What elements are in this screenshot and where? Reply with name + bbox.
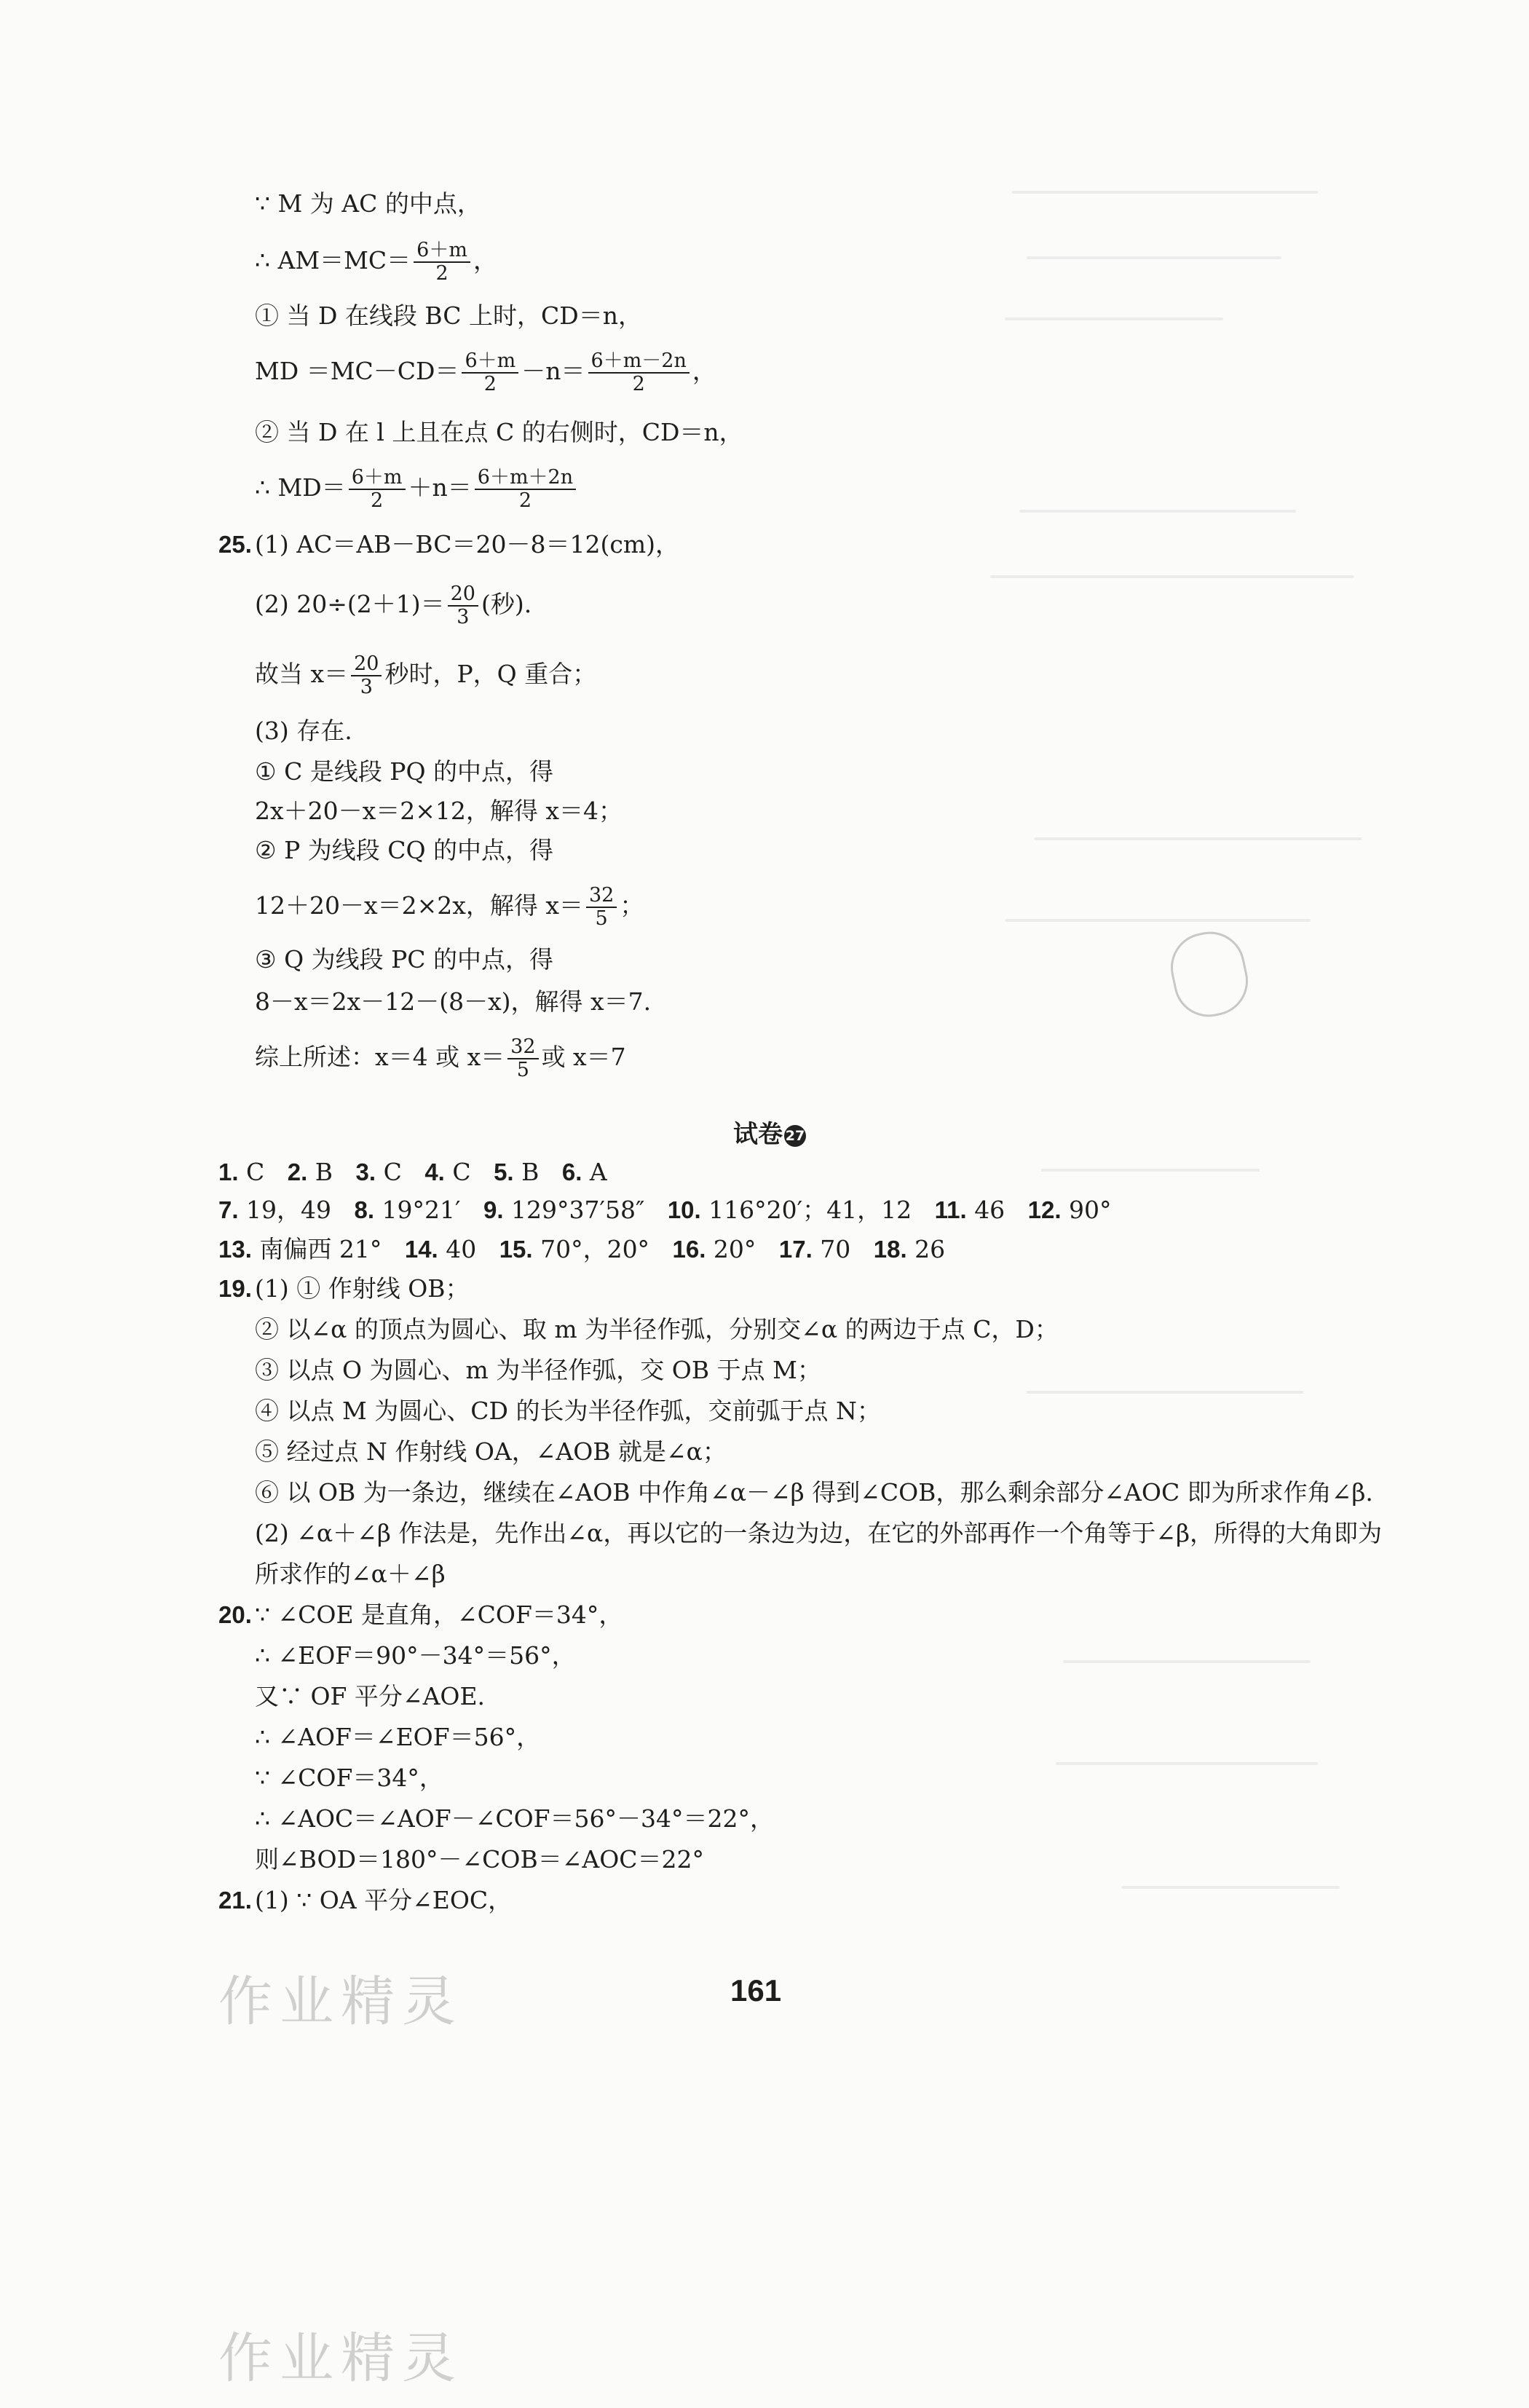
item-number: 3. [355,1158,376,1185]
item-number: 13. [218,1236,252,1263]
answer-line-fraction [255,232,497,290]
bleed-through-mark [1027,1391,1303,1394]
denominator: 3 [360,676,373,698]
text-segment: －n＝ [521,357,585,385]
fraction [588,350,690,395]
item-answer: A [589,1158,607,1186]
item-number: 5. [494,1158,514,1185]
question-number: 25. [218,531,252,558]
item-answer: 70 [820,1235,851,1263]
answer-line: (1) ∵ OA 平分∠EOC， [255,1886,513,1914]
item-answer: 46 [974,1196,1005,1224]
answer-line: ① 当 D 在线段 BC 上时，CD＝n， [255,301,642,330]
bleed-through-mark [1056,1762,1318,1765]
answer-line-fraction [255,1028,626,1086]
item-answer: C [246,1158,265,1186]
item-answer: 90° [1069,1196,1112,1224]
item-number: 14. [404,1236,438,1263]
numerator: 6＋m＋2n [475,467,576,490]
answer-line: ② 以∠α 的顶点为圆心、取 m 为半径作弧，分别交∠α 的两边于点 C，D； [255,1315,1059,1343]
numerator: 6＋m [414,240,470,263]
fraction [414,240,470,285]
answer-line: (2) ∠α＋∠β 作法是，先作出∠α，再以它的一条边为边，在它的外部再作一个角等于∠β，所得的大角即为 [255,1519,1383,1547]
text-segment: 12＋20－x＝2×2x，解得 x＝ [255,891,583,920]
answer-line-fraction [255,877,644,935]
fraction [349,467,406,512]
text-segment: ； [620,891,644,920]
item-number: 7. [218,1196,239,1223]
answer-line: ② 当 D 在 l 上且在点 C 的右侧时，CD＝n， [255,418,743,446]
text-segment: ∴ AM＝MC＝ [255,246,411,275]
item-number: 8. [354,1196,375,1223]
text-segment: ∴ MD＝ [255,473,346,502]
text-segment: (秒). [481,590,532,618]
section-title [733,1114,806,1150]
bleed-through-mark [1121,1886,1340,1889]
text-segment: MD ＝MC－CD＝ [255,357,459,385]
denominator: 5 [516,1059,529,1081]
answer-line: 则∠BOD＝180°－∠COB＝∠AOC＝22° [255,1845,704,1874]
fraction [475,467,576,512]
item-number: 10. [667,1196,701,1223]
bleed-through-mark [1012,191,1318,194]
answer-line: ∵ M 为 AC 的中点， [255,189,481,218]
bleed-through-mark [1027,256,1281,259]
item-number: 11. [934,1196,967,1223]
denominator: 2 [518,489,532,512]
fraction [448,583,478,628]
numerator: 20 [351,653,382,676]
item-answer: 20° [713,1235,756,1263]
answer-line: (3) 存在. [255,717,352,745]
item-answer: 116°20′；41，12 [708,1196,912,1224]
answer-line: ∴ ∠EOF＝90°－34°＝56°， [255,1641,576,1670]
item-number: 1. [218,1158,239,1185]
item-answer: 26 [914,1235,946,1263]
numerator: 6＋m [349,467,406,490]
denominator: 3 [457,606,470,628]
answer-line: 所求作的∠α＋∠β [255,1560,446,1588]
answer-line-fraction [255,342,716,400]
item-number: 16. [672,1236,706,1263]
fraction [586,885,617,930]
fraction [462,350,518,395]
bleed-through-mark [1019,510,1296,513]
text-segment: ， [473,246,497,275]
answer-line: ③ 以点 O 为圆心、m 为半径作弧，交 OB 于点 M； [255,1356,821,1384]
answer-line: ④ 以点 M 为圆心、CD 的长为半径作弧，交前弧于点 N； [255,1397,881,1425]
item-number: 2. [287,1158,308,1185]
bleed-through-mark [990,575,1354,578]
answer-line: (1) AC＝AB－BC＝20－8＝12(cm)， [255,530,680,558]
answer-row-2 [218,1194,1112,1226]
item-answer: B [315,1158,333,1186]
fraction [507,1036,538,1081]
section-number-badge: 27 [784,1125,806,1147]
page-number: 161 [730,1973,782,2008]
bleed-through-mark [1005,919,1311,922]
answer-line: 8－x＝2x－12－(8－x)，解得 x＝7. [255,987,652,1016]
answer-line: ∴ ∠AOF＝∠EOF＝56°， [255,1723,541,1751]
bleed-through-mark [1041,1169,1260,1172]
answer-line: ③ Q 为线段 PC 的中点，得 [255,945,554,974]
answer-line: (1) ① 作射线 OB； [255,1274,470,1303]
item-number: 12. [1027,1196,1062,1223]
item-answer: 129°37′58″ [511,1196,645,1224]
denominator: 2 [371,489,384,512]
numerator: 6＋m [462,350,518,374]
item-answer: 南偏西 21° [259,1235,382,1263]
denominator: 2 [435,262,449,285]
text-segment: 综上所述：x＝4 或 x＝ [255,1043,505,1071]
answer-row-1 [218,1156,607,1188]
numerator: 20 [448,583,478,607]
item-number: 18. [873,1236,907,1263]
answer-line: ⑤ 经过点 N 作射线 OA，∠AOB 就是∠α； [255,1437,727,1466]
bleed-through-mark [1005,317,1223,320]
section-title-text: 试卷 [733,1120,783,1149]
item-number: 17. [778,1236,813,1263]
denominator: 2 [632,373,645,395]
question-number: 21. [218,1887,252,1914]
item-answer: 70°，20° [540,1235,650,1263]
stamp-mark [1164,925,1255,1024]
item-answer: 40 [446,1235,477,1263]
bleed-through-mark [1063,1660,1311,1663]
fraction [351,653,382,698]
denominator: 2 [483,373,497,395]
answer-line: ∴ ∠AOC＝∠AOF－∠COF＝56°－34°＝22°， [255,1804,775,1833]
answer-line: 又∵ OF 平分∠AOE. [255,1682,486,1710]
item-number: 15. [499,1236,533,1263]
item-answer: 19°21′ [382,1196,461,1224]
answer-row-3 [218,1233,945,1266]
denominator: 5 [595,907,608,930]
item-answer: 19，49 [246,1196,332,1224]
text-segment: ， [692,357,716,385]
watermark: 作业精灵 [218,1970,463,2033]
answer-line: ∵ ∠COF＝34°， [255,1764,443,1792]
bleed-through-mark [1034,837,1362,840]
watermark: 作业精灵 [218,2327,463,2390]
answer-line: ① C 是线段 PQ 的中点，得 [255,757,554,786]
question-number: 20. [218,1601,252,1628]
text-segment: ＋n＝ [408,473,472,502]
answer-line-fraction [255,459,579,517]
numerator: 6＋m－2n [588,350,690,374]
answer-line: ∵ ∠COE 是直角，∠COF＝34°， [255,1600,623,1629]
item-number: 6. [561,1158,582,1185]
item-answer: C [383,1158,402,1186]
answer-line-fraction [255,575,532,633]
item-answer: C [452,1158,471,1186]
numerator: 32 [586,885,617,908]
item-number: 9. [483,1196,504,1223]
answer-line-fraction [255,645,596,703]
item-number: 4. [424,1158,445,1185]
item-answer: B [521,1158,540,1186]
answer-line: 2x＋20－x＝2×12，解得 x＝4； [255,797,623,825]
numerator: 32 [507,1036,538,1059]
text-segment: 秒时，P，Q 重合； [384,660,597,688]
text-segment: (2) 20÷(2＋1)＝ [255,590,445,618]
text-segment: 故当 x＝ [255,660,349,688]
answer-line: ② P 为线段 CQ 的中点，得 [255,836,554,864]
question-number: 19. [218,1275,252,1302]
text-segment: 或 x＝7 [541,1043,626,1071]
answer-line: ⑥ 以 OB 为一条边，继续在∠AOB 中作角∠α－∠β 得到∠COB，那么剩余部分∠AOC 即为所求作角∠β. [255,1478,1373,1507]
